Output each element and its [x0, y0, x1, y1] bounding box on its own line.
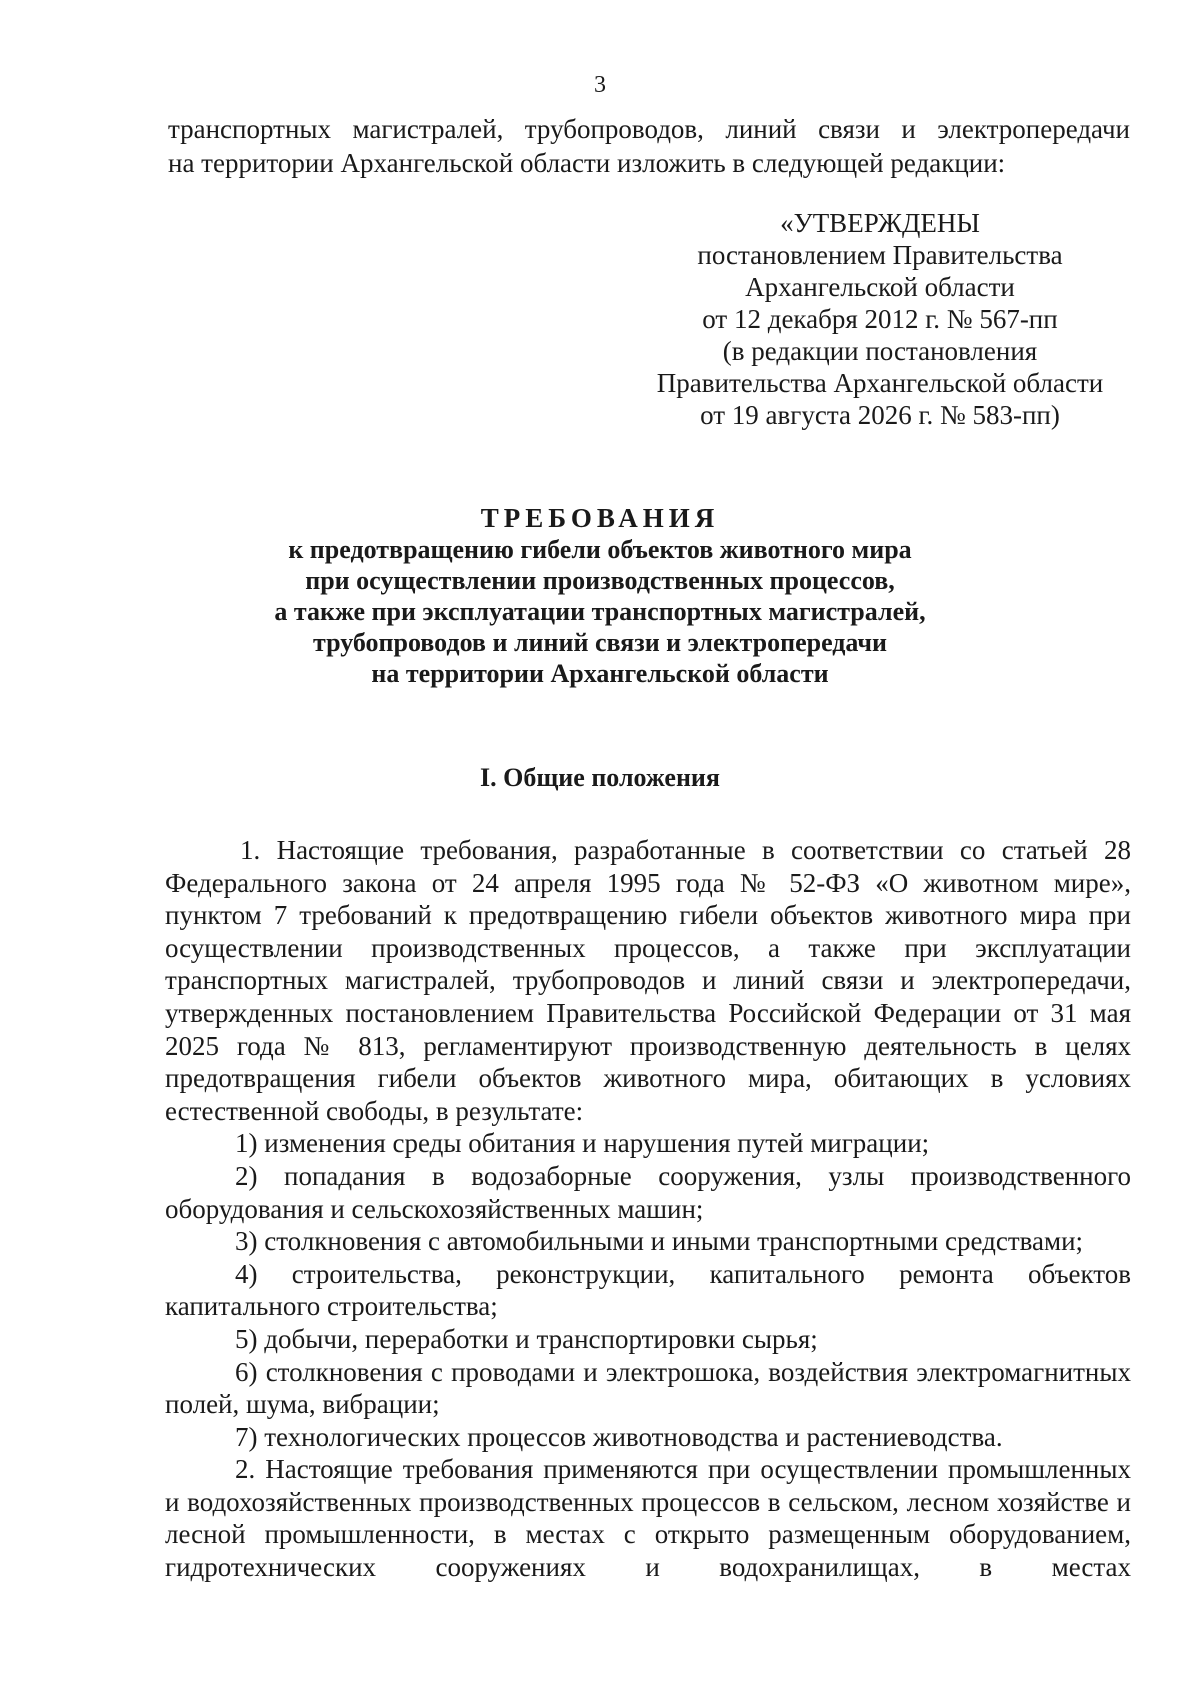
approval-line: постановлением Правительства — [697, 240, 1063, 270]
paragraph-2: 2. Настоящие требования применяются при осуществлении промышленных и водохозяйственных производственных процессов в сельском, лесном хозяйстве и лесной промышленности, в местах с открыто размещенным оборудованием, гидротехнических сооружениях и водохранилищах, в местах — [165, 1454, 1131, 1583]
list-item: 1) изменения среды обитания и нарушения путей миграции; — [235, 1128, 930, 1159]
list-item: 6) столкновения с проводами и электрошока, воздействия электромагнитных полей, шума, вибрации; — [165, 1356, 1131, 1420]
approval-line: от 12 декабря 2012 г. № 567-пп — [702, 304, 1058, 334]
approval-stamp — [610, 207, 1150, 431]
paragraph-1: 1. Настоящие требования, разработанные в соответствии со статьей 28 Федерального закона от 24 апреля 1995 года № 52-ФЗ «О животном мире», пунктом 7 требований к предотвращению гибели объектов животного мира при осуществлении производственных процессов, а также при эксплуатации транспортных магистралей, трубопроводов и линий связи и электропередачи, утвержденных постановлением Правительства Российской Федерации от 31 мая 2025 года № 813, регламентируют производственную деятельность в целях предотвращения гибели объектов животного мира, обитающих в условиях естественной свободы, в результате: — [165, 835, 1131, 1126]
heading-line: а также при эксплуатации транспортных магистралей, — [274, 597, 926, 626]
list-item: 5) добычи, переработки и транспортировки сырья; — [235, 1323, 818, 1354]
list-item: 2) попадания в водозаборные сооружения, узлы производственного оборудования и сельскохозяйственных машин; — [165, 1160, 1131, 1224]
approval-line: от 19 августа 2026 г. № 583-пп) — [700, 400, 1060, 430]
heading-line: на территории Архангельской области — [371, 659, 829, 688]
list-item: 4) строительства, реконструкции, капитального ремонта объектов капитального строительства; — [165, 1258, 1131, 1322]
approval-line: (в редакции постановления — [722, 336, 1038, 366]
heading-title: ТРЕБОВАНИЯ — [480, 503, 720, 533]
approval-line: «УТВЕРЖДЕНЫ — [780, 208, 980, 238]
intro-line: транспортных магистралей, трубопроводов, линий связи и электропередачи — [168, 114, 1130, 144]
heading-line: трубопроводов и линий связи и электропередачи — [312, 628, 888, 657]
page-number: 3 — [594, 72, 606, 98]
list-item: 7) технологических процессов животноводства и растениеводства. — [235, 1421, 1003, 1452]
section-title: I. Общие положения — [480, 763, 720, 792]
intro-line: на территории Архангельской области изложить в следующей редакции: — [168, 148, 1006, 178]
document-body — [165, 834, 1131, 1584]
heading-line: к предотвращению гибели объектов животного мира — [288, 535, 912, 564]
approval-line: Архангельской области — [745, 272, 1015, 302]
intro-paragraph — [168, 112, 1130, 180]
heading-line: при осуществлении производственных процессов, — [305, 566, 895, 595]
approval-line: Правительства Архангельской области — [656, 368, 1104, 398]
list-item: 3) столкновения с автомобильными и иными транспортными средствами; — [235, 1226, 1084, 1257]
document-heading — [0, 503, 1200, 689]
